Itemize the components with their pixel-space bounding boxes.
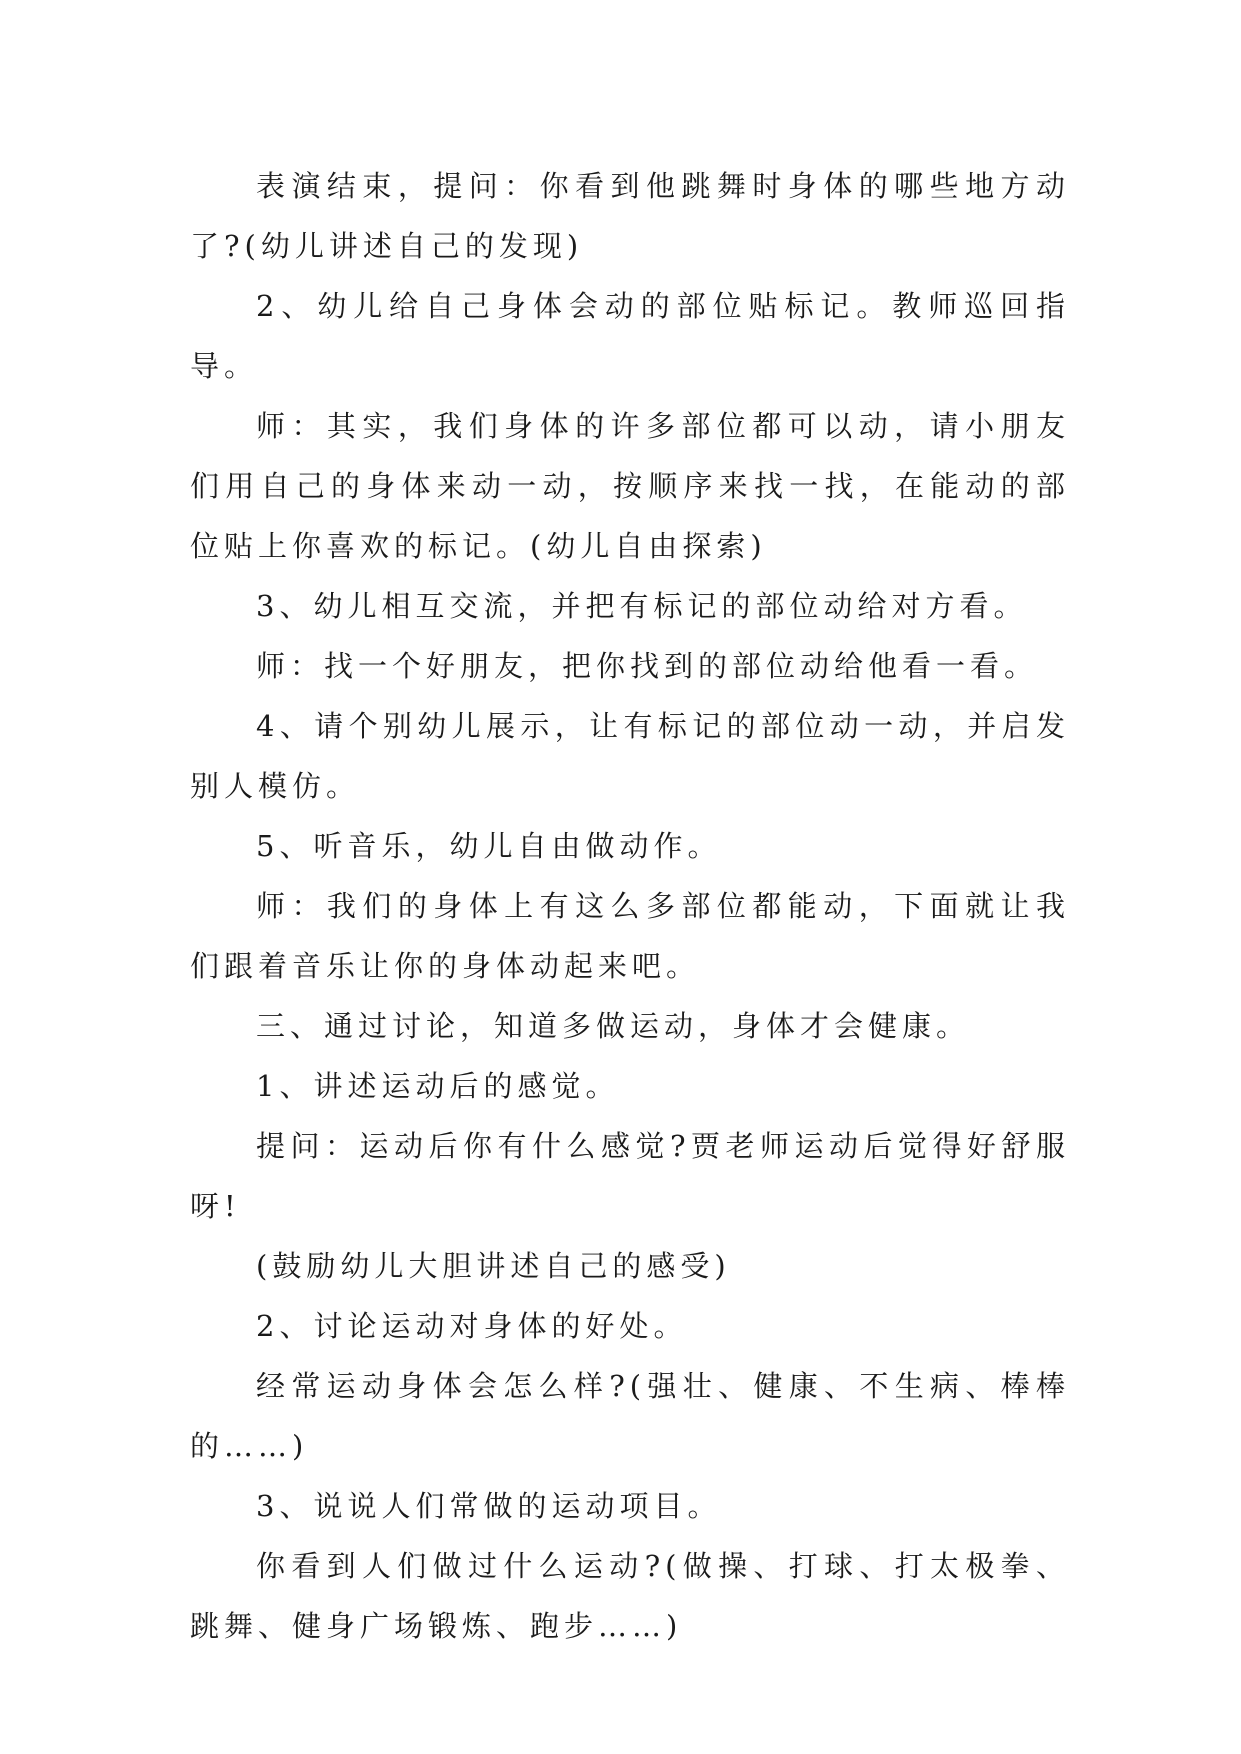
paragraph-feeling-question: 提问：运动后你有什么感觉?贾老师运动后觉得好舒服呀!	[190, 1129, 1070, 1223]
paragraph-step-3-sports: 3、说说人们常做的运动项目。	[256, 1489, 722, 1523]
paragraph-sports-question: 你看到人们做过什么运动?(做操、打球、打太极拳、跳舞、健身广场锻炼、跑步……)	[190, 1549, 1070, 1643]
paragraph-step-2-stickers: 2、幼儿给自己身体会动的部位贴标记。教师巡回指导。	[190, 289, 1070, 383]
paragraph-benefits-question: 经常运动身体会怎么样?(强壮、健康、不生病、棒棒的……)	[190, 1369, 1070, 1463]
paragraph-step-1-feeling: 1、讲述运动后的感觉。	[256, 1069, 620, 1103]
paragraph-step-3-exchange: 3、幼儿相互交流，并把有标记的部位动给对方看。	[256, 589, 1028, 623]
paragraph-step-2-benefits: 2、讨论运动对身体的好处。	[256, 1309, 688, 1343]
paragraph-step-4-show: 4、请个别幼儿展示，让有标记的部位动一动，并启发别人模仿。	[190, 709, 1070, 803]
paragraph-section-3-heading: 三、通过讨论，知道多做运动，身体才会健康。	[256, 1009, 971, 1043]
paragraph-teacher-music: 师：我们的身体上有这么多部位都能动，下面就让我们跟着音乐让你的身体动起来吧。	[190, 889, 1070, 983]
paragraph-performance-question: 表演结束，提问：你看到他跳舞时身体的哪些地方动了?(幼儿讲述自己的发现)	[190, 169, 1070, 263]
paragraph-teacher-explore: 师：其实，我们身体的许多部位都可以动，请小朋友们用自己的身体来动一动，按顺序来找一找，在能动的部位贴上你喜欢的标记。(幼儿自由探索)	[190, 409, 1070, 563]
paragraph-encourage-note: (鼓励幼儿大胆讲述自己的感受)	[256, 1249, 731, 1283]
document-body	[190, 156, 1070, 1656]
paragraph-step-5-music: 5、听音乐，幼儿自由做动作。	[256, 829, 722, 863]
paragraph-teacher-friend: 师：找一个好朋友，把你找到的部位动给他看一看。	[256, 649, 1039, 683]
